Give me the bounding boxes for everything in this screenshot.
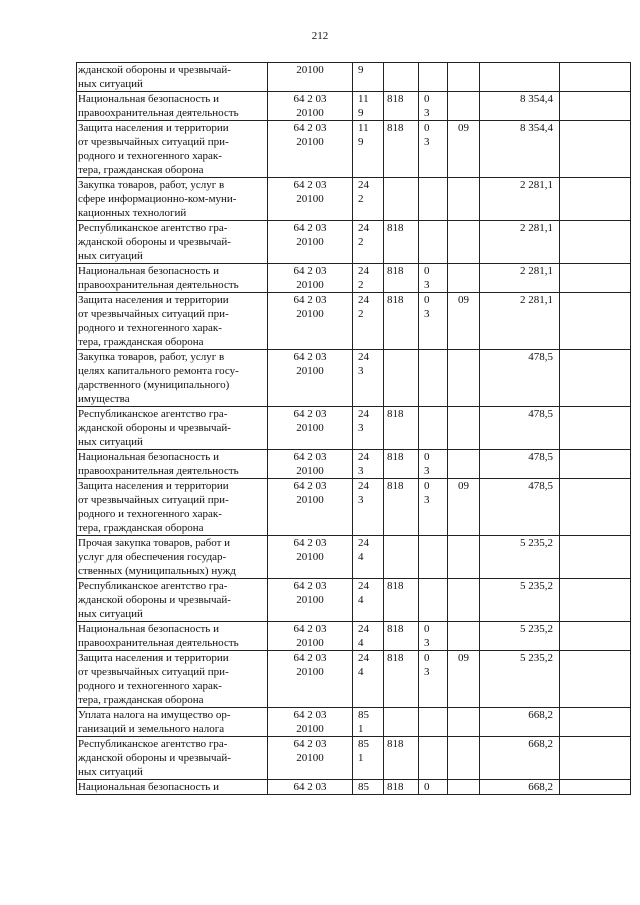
row-expense-type-cell: 85 1 xyxy=(353,737,384,780)
row-section-cell: 0 3 xyxy=(419,293,448,350)
row-amount-cell xyxy=(480,63,560,92)
table-row xyxy=(77,651,631,708)
row-expense-type-cell: 24 4 xyxy=(353,536,384,579)
row-section-cell xyxy=(419,737,448,780)
row-name-cell: Закупка товаров, работ, услуг в целях капитального ремонта госу- дарственного (муниципального) имущества xyxy=(77,350,268,407)
row-admin-code-cell: 818 xyxy=(384,121,419,178)
row-expense-type-cell: 24 2 xyxy=(353,178,384,221)
row-name-cell: Защита населения и территории от чрезвычайных ситуаций при- родного и техногенного харак- тера, гражданская оборона xyxy=(77,651,268,708)
row-section-cell: 0 3 xyxy=(419,651,448,708)
row-amount-cell: 2 281,1 xyxy=(480,178,560,221)
row-subsection-cell xyxy=(448,622,480,651)
row-amount-cell: 5 235,2 xyxy=(480,651,560,708)
row-subsection-cell xyxy=(448,579,480,622)
row-name-cell: Защита населения и территории от чрезвычайных ситуаций при- родного и техногенного харак- тера, гражданская оборона xyxy=(77,293,268,350)
table-row xyxy=(77,450,631,479)
row-empty-cell xyxy=(560,450,631,479)
table-row xyxy=(77,708,631,737)
row-amount-cell: 8 354,4 xyxy=(480,92,560,121)
row-name-cell: Уплата налога на имущество ор- ганизаций и земельного налога xyxy=(77,708,268,737)
row-empty-cell xyxy=(560,350,631,407)
row-code-cell: 64 2 03 20100 xyxy=(268,737,353,780)
row-subsection-cell: 09 xyxy=(448,651,480,708)
row-section-cell xyxy=(419,407,448,450)
row-name-cell: Национальная безопасность и правоохранительная деятельность xyxy=(77,450,268,479)
row-expense-type-cell: 24 3 xyxy=(353,450,384,479)
row-code-cell: 64 2 03 20100 xyxy=(268,651,353,708)
row-admin-code-cell: 818 xyxy=(384,737,419,780)
row-code-cell: 64 2 03 20100 xyxy=(268,121,353,178)
row-name-cell: Национальная безопасность и xyxy=(77,780,268,795)
row-section-cell xyxy=(419,178,448,221)
row-name-cell: Республиканское агентство гра- жданской обороны и чрезвычай- ных ситуаций xyxy=(77,737,268,780)
row-empty-cell xyxy=(560,264,631,293)
row-amount-cell: 8 354,4 xyxy=(480,121,560,178)
table-row xyxy=(77,479,631,536)
table-row xyxy=(77,121,631,178)
row-amount-cell: 5 235,2 xyxy=(480,622,560,651)
row-name-cell: Национальная безопасность и правоохранительная деятельность xyxy=(77,92,268,121)
row-name-cell: Республиканское агентство гра- жданской обороны и чрезвычай- ных ситуаций xyxy=(77,221,268,264)
table-row xyxy=(77,622,631,651)
row-admin-code-cell: 818 xyxy=(384,407,419,450)
row-empty-cell xyxy=(560,121,631,178)
row-subsection-cell xyxy=(448,350,480,407)
row-admin-code-cell: 818 xyxy=(384,651,419,708)
row-subsection-cell xyxy=(448,264,480,293)
row-name-cell: Республиканское агентство гра- жданской обороны и чрезвычай- ных ситуаций xyxy=(77,579,268,622)
row-code-cell: 64 2 03 20100 xyxy=(268,479,353,536)
row-name-cell: Закупка товаров, работ, услуг в сфере информационно-ком-муни- кационных технологий xyxy=(77,178,268,221)
row-empty-cell xyxy=(560,63,631,92)
row-name-cell: Защита населения и территории от чрезвычайных ситуаций при- родного и техногенного харак- тера, гражданская оборона xyxy=(77,479,268,536)
table-row xyxy=(77,63,631,92)
row-code-cell: 64 2 03 20100 xyxy=(268,92,353,121)
row-expense-type-cell: 24 3 xyxy=(353,407,384,450)
row-expense-type-cell: 11 9 xyxy=(353,121,384,178)
row-admin-code-cell: 818 xyxy=(384,479,419,536)
table-row xyxy=(77,178,631,221)
row-amount-cell: 478,5 xyxy=(480,450,560,479)
row-code-cell: 64 2 03 20100 xyxy=(268,264,353,293)
row-section-cell: 0 3 xyxy=(419,264,448,293)
row-empty-cell xyxy=(560,178,631,221)
row-empty-cell xyxy=(560,479,631,536)
row-admin-code-cell xyxy=(384,350,419,407)
row-section-cell: 0 3 xyxy=(419,479,448,536)
table-row xyxy=(77,780,631,795)
row-code-cell: 64 2 03 20100 xyxy=(268,622,353,651)
row-code-cell: 20100 xyxy=(268,63,353,92)
row-empty-cell xyxy=(560,737,631,780)
row-empty-cell xyxy=(560,407,631,450)
row-expense-type-cell: 11 9 xyxy=(353,92,384,121)
row-admin-code-cell xyxy=(384,63,419,92)
row-subsection-cell xyxy=(448,221,480,264)
row-section-cell: 0 3 xyxy=(419,622,448,651)
row-empty-cell xyxy=(560,221,631,264)
row-amount-cell: 478,5 xyxy=(480,479,560,536)
row-subsection-cell xyxy=(448,737,480,780)
table-row xyxy=(77,350,631,407)
row-amount-cell: 2 281,1 xyxy=(480,293,560,350)
row-admin-code-cell: 818 xyxy=(384,622,419,651)
row-section-cell xyxy=(419,536,448,579)
table-row xyxy=(77,536,631,579)
table-row xyxy=(77,264,631,293)
row-admin-code-cell xyxy=(384,178,419,221)
row-expense-type-cell: 24 3 xyxy=(353,479,384,536)
row-empty-cell xyxy=(560,622,631,651)
row-admin-code-cell: 818 xyxy=(384,92,419,121)
row-code-cell: 64 2 03 20100 xyxy=(268,407,353,450)
table-row xyxy=(77,293,631,350)
row-section-cell xyxy=(419,579,448,622)
row-admin-code-cell xyxy=(384,708,419,737)
row-section-cell: 0 3 xyxy=(419,92,448,121)
row-subsection-cell xyxy=(448,780,480,795)
row-section-cell: 0 3 xyxy=(419,121,448,178)
row-expense-type-cell: 9 xyxy=(353,63,384,92)
row-amount-cell: 478,5 xyxy=(480,350,560,407)
row-expense-type-cell: 85 xyxy=(353,780,384,795)
row-subsection-cell: 09 xyxy=(448,121,480,178)
row-section-cell xyxy=(419,350,448,407)
row-amount-cell: 478,5 xyxy=(480,407,560,450)
row-code-cell: 64 2 03 20100 xyxy=(268,293,353,350)
table-row xyxy=(77,221,631,264)
row-admin-code-cell: 818 xyxy=(384,450,419,479)
row-code-cell: 64 2 03 20100 xyxy=(268,221,353,264)
row-name-cell: Защита населения и территории от чрезвычайных ситуаций при- родного и техногенного харак- тера, гражданская оборона xyxy=(77,121,268,178)
row-expense-type-cell: 24 4 xyxy=(353,651,384,708)
row-code-cell: 64 2 03 20100 xyxy=(268,708,353,737)
row-subsection-cell xyxy=(448,450,480,479)
row-expense-type-cell: 24 4 xyxy=(353,622,384,651)
row-expense-type-cell: 24 2 xyxy=(353,221,384,264)
row-admin-code-cell xyxy=(384,536,419,579)
row-empty-cell xyxy=(560,92,631,121)
table-row xyxy=(77,92,631,121)
row-code-cell: 64 2 03 xyxy=(268,780,353,795)
row-empty-cell xyxy=(560,293,631,350)
row-amount-cell: 668,2 xyxy=(480,780,560,795)
row-name-cell: Прочая закупка товаров, работ и услуг для обеспечения государ- ственных (муниципальных) нужд xyxy=(77,536,268,579)
row-admin-code-cell: 818 xyxy=(384,780,419,795)
row-section-cell: 0 xyxy=(419,780,448,795)
row-expense-type-cell: 24 2 xyxy=(353,264,384,293)
budget-table xyxy=(76,62,631,795)
row-amount-cell: 668,2 xyxy=(480,737,560,780)
row-amount-cell: 668,2 xyxy=(480,708,560,737)
row-code-cell: 64 2 03 20100 xyxy=(268,450,353,479)
budget-table-body xyxy=(77,63,631,795)
table-row xyxy=(77,407,631,450)
row-admin-code-cell: 818 xyxy=(384,579,419,622)
row-subsection-cell xyxy=(448,536,480,579)
table-row xyxy=(77,579,631,622)
row-code-cell: 64 2 03 20100 xyxy=(268,536,353,579)
row-empty-cell xyxy=(560,708,631,737)
row-code-cell: 64 2 03 20100 xyxy=(268,178,353,221)
row-admin-code-cell: 818 xyxy=(384,264,419,293)
row-section-cell xyxy=(419,63,448,92)
row-amount-cell: 2 281,1 xyxy=(480,221,560,264)
row-section-cell xyxy=(419,221,448,264)
row-code-cell: 64 2 03 20100 xyxy=(268,350,353,407)
row-name-cell: Республиканское агентство гра- жданской обороны и чрезвычай- ных ситуаций xyxy=(77,407,268,450)
row-empty-cell xyxy=(560,651,631,708)
row-empty-cell xyxy=(560,579,631,622)
row-name-cell: Национальная безопасность и правоохранительная деятельность xyxy=(77,264,268,293)
row-subsection-cell xyxy=(448,92,480,121)
row-expense-type-cell: 85 1 xyxy=(353,708,384,737)
row-expense-type-cell: 24 2 xyxy=(353,293,384,350)
table-row xyxy=(77,737,631,780)
row-amount-cell: 5 235,2 xyxy=(480,579,560,622)
row-name-cell: жданской обороны и чрезвычай- ных ситуаций xyxy=(77,63,268,92)
row-section-cell xyxy=(419,708,448,737)
row-section-cell: 0 3 xyxy=(419,450,448,479)
row-expense-type-cell: 24 3 xyxy=(353,350,384,407)
page-number: 212 xyxy=(311,30,329,42)
row-subsection-cell xyxy=(448,178,480,221)
row-subsection-cell xyxy=(448,407,480,450)
row-amount-cell: 2 281,1 xyxy=(480,264,560,293)
row-admin-code-cell: 818 xyxy=(384,221,419,264)
row-code-cell: 64 2 03 20100 xyxy=(268,579,353,622)
row-name-cell: Национальная безопасность и правоохранительная деятельность xyxy=(77,622,268,651)
row-amount-cell: 5 235,2 xyxy=(480,536,560,579)
row-subsection-cell xyxy=(448,63,480,92)
row-admin-code-cell: 818 xyxy=(384,293,419,350)
row-subsection-cell: 09 xyxy=(448,293,480,350)
row-empty-cell xyxy=(560,536,631,579)
row-expense-type-cell: 24 4 xyxy=(353,579,384,622)
row-empty-cell xyxy=(560,780,631,795)
row-subsection-cell: 09 xyxy=(448,479,480,536)
row-subsection-cell xyxy=(448,708,480,737)
